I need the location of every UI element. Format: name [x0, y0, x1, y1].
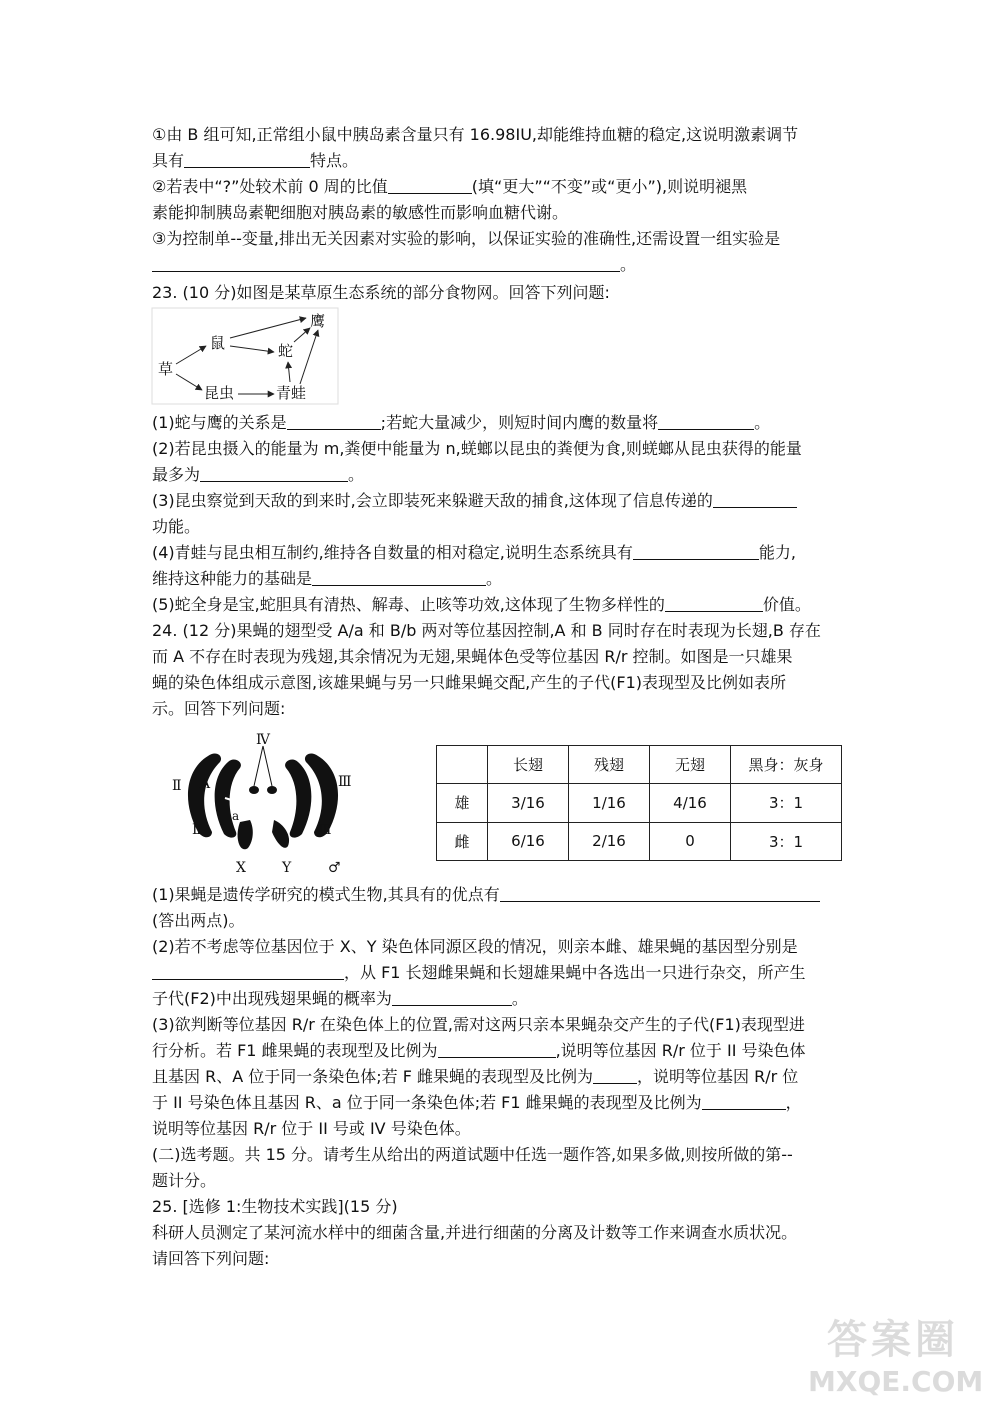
label-iii-upper: Ⅲ — [338, 774, 352, 790]
table-cell: 3：1 — [731, 822, 842, 860]
chromosome-y — [272, 820, 289, 848]
text-line: (2)若不考虑等位基因位于 X、Y 染色体同源区段的情况，则亲本雌、雄果蝇的基因型分别是 — [152, 937, 798, 956]
answer-blank[interactable] — [152, 963, 344, 980]
text-line: ②若表中“?”处较术前 0 周的比值 (填“更大”“不变”或“更小”),则说明褪黑 — [152, 177, 748, 196]
watermark-logo-text: 答案圈 — [827, 1317, 959, 1363]
chromosome-iii-right-inner — [285, 760, 311, 838]
table-cell: 4/16 — [650, 784, 731, 822]
header-cell: 无翅 — [650, 746, 731, 784]
text-line: 题计分。 — [152, 1171, 217, 1190]
chromosome-iv-b — [267, 786, 277, 794]
text-line: ③为控制单--变量,排出无关因素对实验的影响，以保证实验的准确性,还需设置一组实验是 — [152, 229, 781, 248]
label-iv: Ⅳ — [256, 732, 270, 748]
question-25-title: 25. [选修 1:生物技术实践](15 分) — [152, 1197, 398, 1216]
answer-blank[interactable] — [152, 255, 620, 272]
table-cell: 6/16 — [488, 822, 569, 860]
text-line: 且基因 R、A 位于同一条染色体;若 F 雌果蝇的表现型及比例为 ，说明等位基因 R/r 位 — [152, 1067, 799, 1086]
table-row — [437, 822, 842, 860]
node-frog: 青蛙 — [276, 384, 307, 402]
table-cell: 0 — [650, 822, 731, 860]
text-line: ①由 B 组可知,正常组小鼠中胰岛素含量只有 16.98IU,却能维持血糖的稳定,这说明激素调节 — [152, 125, 799, 144]
text-line: 行分析。若 F1 雌果蝇的表现型及比例为 ,说明等位基因 R/r 位于 II 号染色体 — [152, 1041, 806, 1060]
watermark — [808, 1308, 984, 1408]
label-x: X — [236, 860, 246, 876]
answer-blank[interactable] — [713, 491, 797, 508]
text-line: 功能。 — [152, 517, 201, 536]
label-a-lower: a — [232, 809, 240, 823]
answer-blank[interactable] — [312, 569, 486, 586]
answer-blank[interactable] — [388, 177, 472, 194]
answer-blank[interactable] — [184, 151, 310, 168]
answer-blank[interactable] — [633, 543, 759, 560]
table-cell: 雌 — [437, 822, 488, 860]
answer-blank[interactable] — [665, 595, 763, 612]
table-cell: 3：1 — [731, 784, 842, 822]
label-y: Y — [282, 860, 292, 876]
text-line: 蝇的染色体组成示意图,该雄果蝇与另一只雌果蝇交配,产生的子代(F1)表现型及比例如表所 — [152, 673, 787, 692]
food-web-diagram — [150, 306, 340, 406]
node-snake: 蛇 — [278, 342, 294, 360]
table-cell: 1/16 — [569, 784, 650, 822]
answer-blank[interactable] — [392, 989, 512, 1006]
table-cell: 3/16 — [488, 784, 569, 822]
section-heading: (二)选考题。共 15 分。请考生从给出的两道试题中任选一题作答,如果多做,则按所做的第-- — [152, 1145, 793, 1164]
header-cell: 长翅 — [488, 746, 569, 784]
answer-blank[interactable] — [200, 465, 348, 482]
f1-phenotype-table — [436, 745, 842, 861]
table-cell: 2/16 — [569, 822, 650, 860]
label-male: ♂ — [328, 860, 341, 876]
text-line: (1)果蝇是遗传学研究的模式生物,其具有的优点有 — [152, 884, 820, 906]
label-ii-upper: Ⅱ — [172, 778, 182, 794]
text-line: ，从 F1 长翅雌果蝇和长翅雄果蝇中各选出一只进行杂交，所产生 — [152, 962, 806, 984]
node-grass: 草 — [158, 360, 174, 378]
text-line: 请回答下列问题: — [152, 1249, 270, 1268]
answer-blank[interactable] — [702, 1093, 786, 1110]
text-line: (3)昆虫察觉到天敌的到来时,会立即装死来躲避天敌的捕食,这体现了信息传递的 — [152, 490, 797, 512]
text-line: 具有 特点。 — [152, 151, 359, 170]
text-line: (3)欲判断等位基因 R/r 在染色体上的位置,需对这两只亲本果蝇杂交产生的子代(F1)表现型进 — [152, 1015, 805, 1034]
text-line: (答出两点)。 — [152, 911, 245, 930]
node-mouse: 鼠 — [210, 334, 226, 352]
text-line: 。 — [152, 254, 636, 276]
text-line: 最多为 。 — [152, 465, 365, 484]
table-cell: 雄 — [437, 784, 488, 822]
text-line: 说明等位基因 R/r 位于 II 号或 IV 号染色体。 — [152, 1119, 471, 1138]
answer-blank[interactable] — [500, 885, 820, 902]
chromosome-iv-a — [249, 786, 259, 794]
label-a-upper: A — [200, 776, 211, 792]
text-line: (1)蛇与鹰的关系是 ;若蛇大量减少，则短时间内鹰的数量将 。 — [152, 413, 771, 432]
table-header-row — [437, 746, 842, 784]
answer-blank[interactable] — [658, 413, 754, 430]
chromosome-diagram — [168, 728, 358, 876]
answer-blank[interactable] — [438, 1041, 556, 1058]
text-line: 于 II 号染色体且基因 R、a 位于同一条染色体;若 F1 雌果蝇的表现型及比例为 ， — [152, 1093, 802, 1112]
header-cell: 残翅 — [569, 746, 650, 784]
text-line: (4)青蛙与昆虫相互制约,维持各自数量的相对稳定,说明生态系统具有 能力, — [152, 543, 796, 562]
text-line: 子代(F2)中出现残翅果蝇的概率为 。 — [152, 989, 528, 1008]
text-line: 示。回答下列问题: — [152, 699, 286, 718]
answer-blank[interactable] — [593, 1067, 637, 1084]
header-cell: 黑身：灰身 — [731, 746, 842, 784]
answer-blank[interactable] — [287, 413, 381, 430]
label-ii-lower: Ⅱ — [192, 822, 202, 838]
chromosome-x — [238, 820, 253, 849]
text-line: 而 A 不存在时表现为残翅,其余情况为无翅,果蝇体色受等位基因 R/r 控制。如图是一只雄果 — [152, 647, 793, 666]
text-line: (2)若昆虫摄入的能量为 m,粪便中能量为 n,蜣螂以昆虫的粪便为食,则蜣螂从昆虫获得的能量 — [152, 439, 802, 458]
text-line: (5)蛇全身是宝,蛇胆具有清热、解毒、止咳等功效,这体现了生物多样性的 价值。 — [152, 595, 811, 614]
label-iii-lower: Ⅲ — [318, 822, 332, 838]
table-row — [437, 784, 842, 822]
text-line: 素能抑制胰岛素靶细胞对胰岛素的敏感性而影响血糖代谢。 — [152, 203, 569, 222]
node-eagle: 鹰 — [310, 312, 326, 330]
question-23-title: 23. (10 分)如图是某草原生态系统的部分食物网。回答下列问题: — [152, 283, 610, 302]
watermark-url: MXQE.COM — [808, 1365, 984, 1398]
header-cell — [437, 746, 488, 784]
question-24-title: 24. (12 分)果蝇的翅型受 A/a 和 B/b 两对等位基因控制,A 和 B 同时存在时表现为长翅,B 存在 — [152, 621, 821, 640]
text-line: 科研人员测定了某河流水样中的细菌含量,并进行细菌的分离及计数等工作来调查水质状况。 — [152, 1223, 798, 1242]
text-line: 维持这种能力的基础是 。 — [152, 569, 503, 588]
node-insect: 昆虫 — [204, 384, 235, 402]
